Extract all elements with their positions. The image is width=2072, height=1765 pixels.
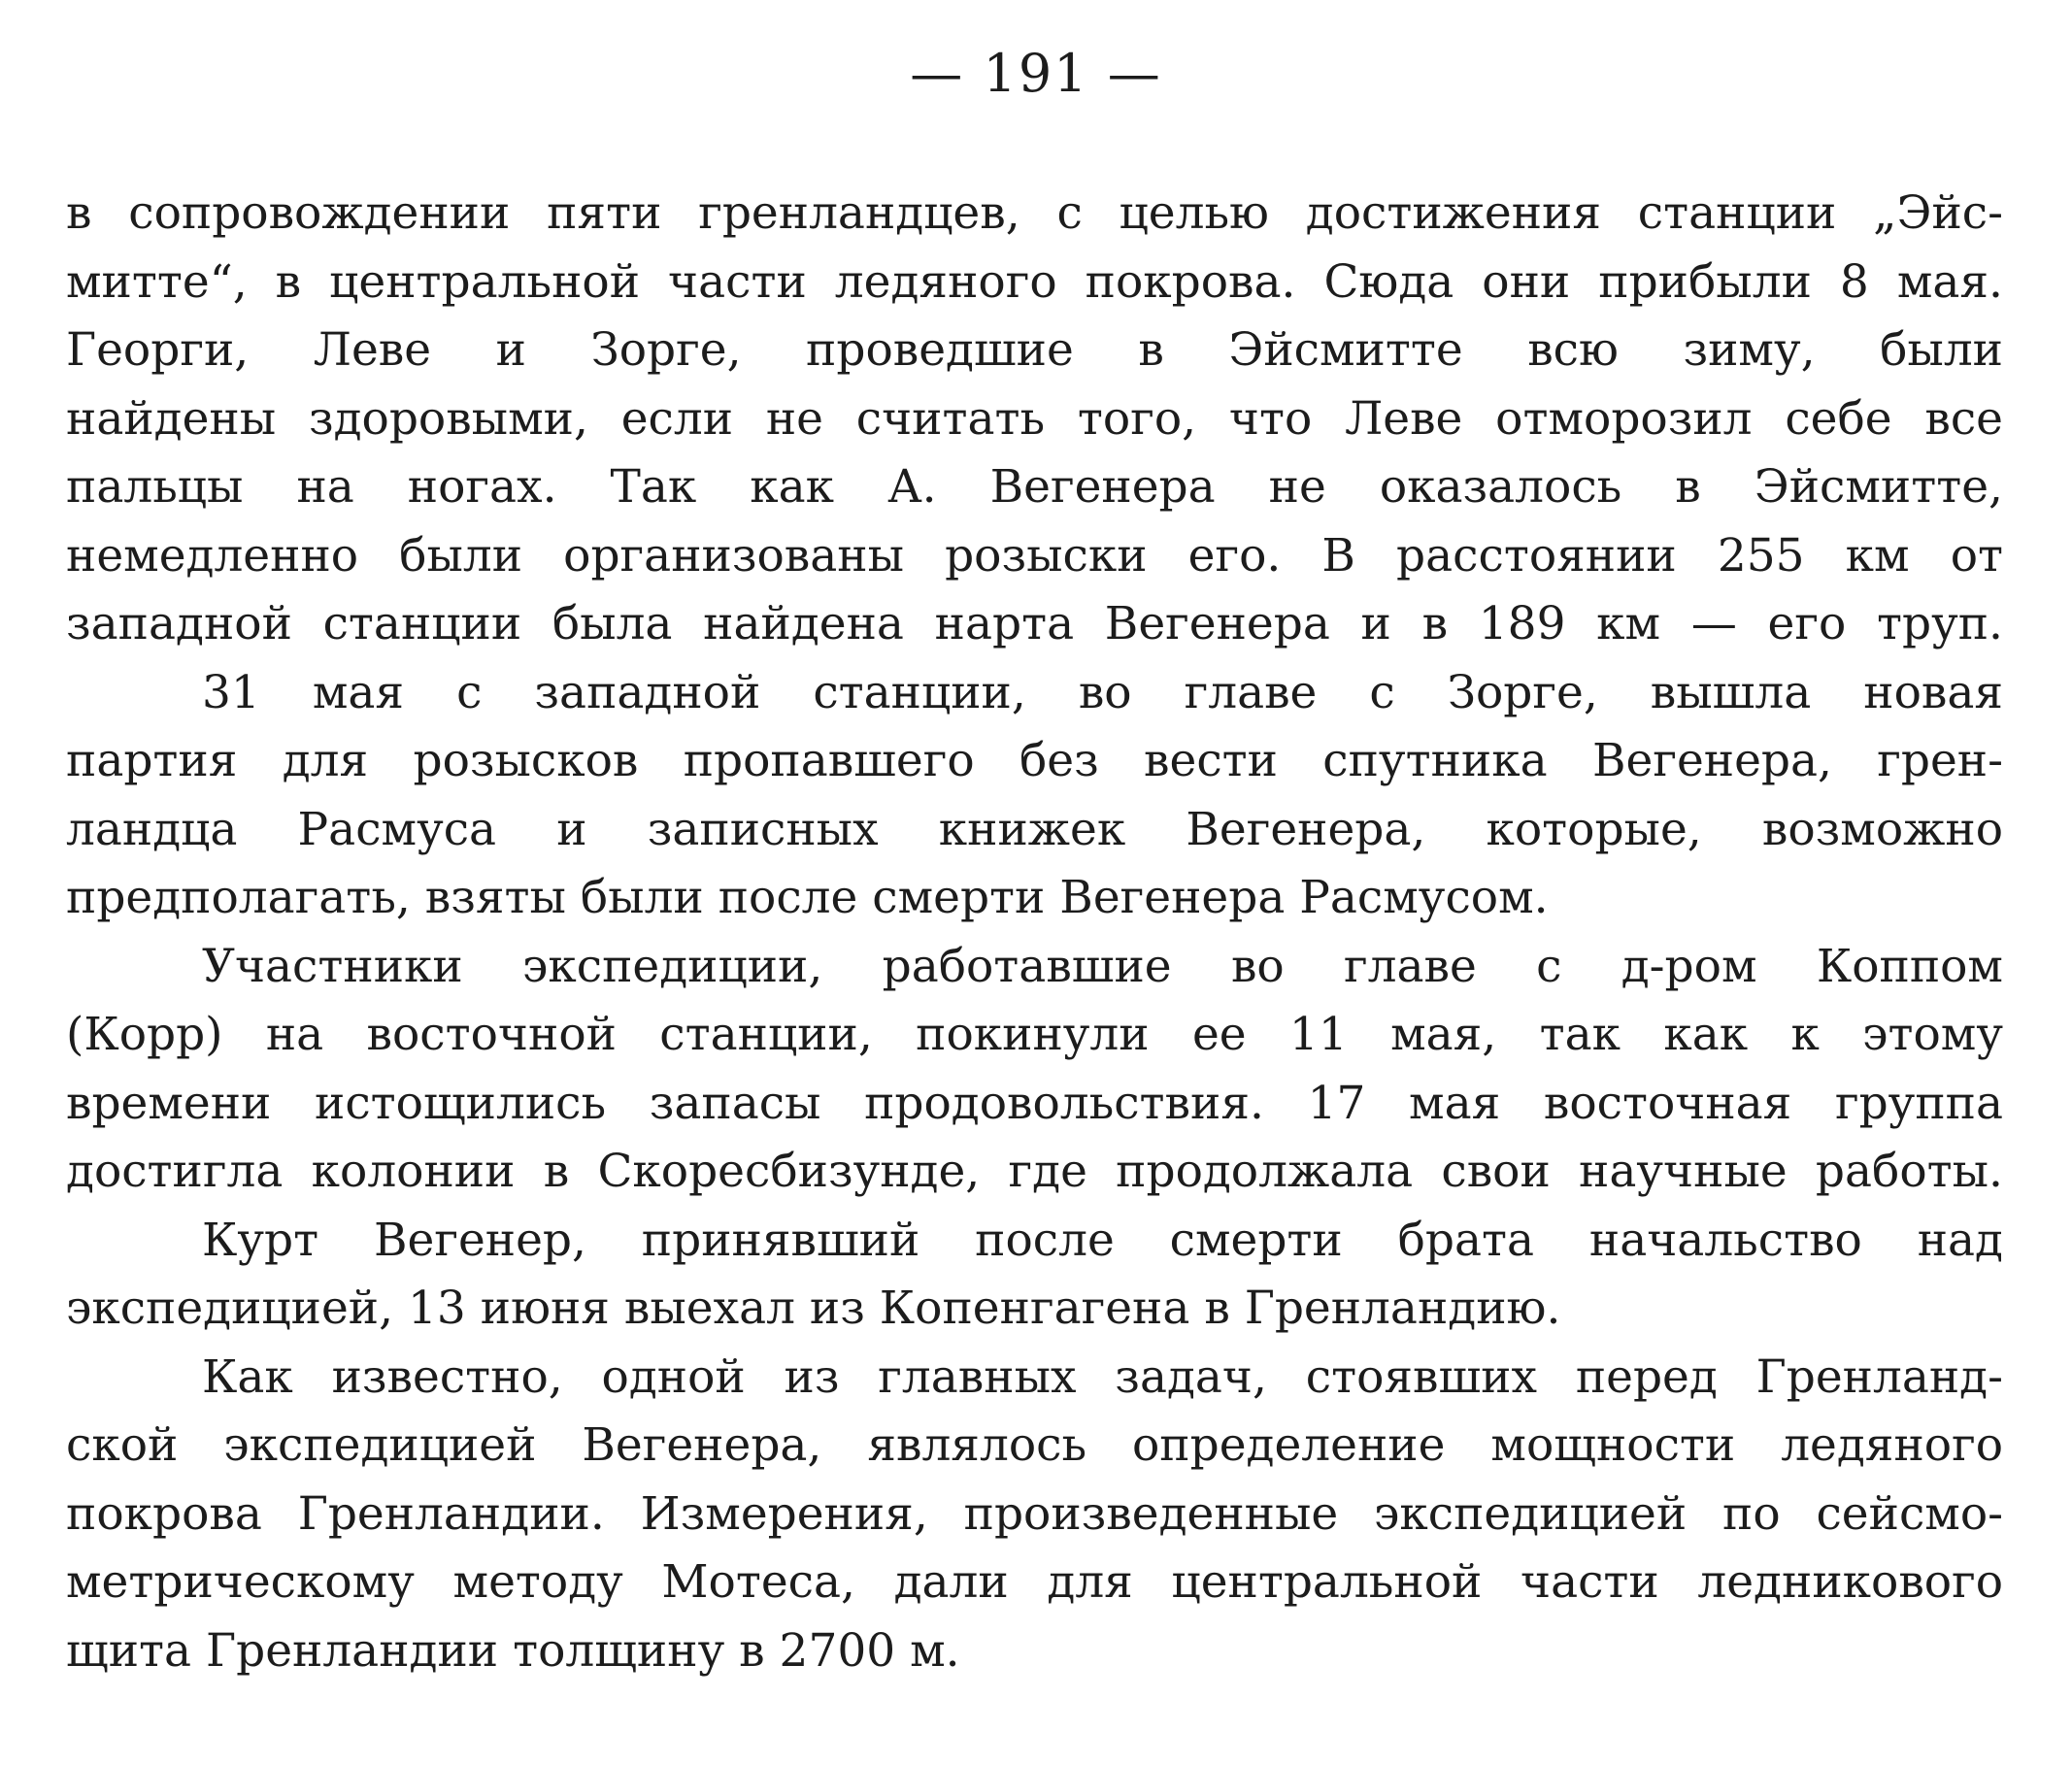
text-line: покрова Гренландии. Измерения, произведенные экспедицией по сейсмо- (66, 1486, 2003, 1541)
text-line: метрическому методу Мотеса, дали для центральной части ледникового (66, 1555, 2003, 1609)
paragraph-first-line: Участники экспедиции, работавшие во главе с д-ром Коппом (202, 939, 2003, 993)
text-line: ской экспедицией Вегенера, являлось определение мощности ледяного (66, 1418, 2003, 1472)
body-text (66, 180, 2003, 1685)
paragraph-first-line: Курт Вегенер, принявший после смерти брата начальство над (202, 1213, 2003, 1267)
text-line: (Корр) на восточной станции, покинули ее 11 мая, так как к этому (66, 1008, 2003, 1061)
text-line: щита Гренландии толщину в 2700 м. (66, 1623, 960, 1678)
text-line: экспедицией, 13 июня выехал из Копенгагена в Гренландию. (66, 1282, 1561, 1335)
text-line: предполагать, взяты были после смерти Вегенера Расмусом. (66, 871, 1549, 924)
text-line: западной станции была найдена нарта Вегенера и в 189 км — его труп. (66, 597, 2003, 650)
paragraph-first-line: Как известно, одной из главных задач, стоявших перед Гренланд- (202, 1349, 2003, 1404)
page-number: — 191 — (910, 43, 1162, 104)
text-line: партия для розысков пропавшего без вести спутника Вегенера, грен- (66, 734, 2003, 787)
text-line: немедленно были организованы розыски его. В расстоянии 255 км от (66, 528, 2003, 583)
paragraph-first-line: 31 мая с западной станции, во главе с Зорге, вышла новая (202, 665, 2003, 719)
text-line: митте“, в центральной части ледяного покрова. Сюда они прибыли 8 мая. (66, 254, 2003, 309)
text-line: времени истощились запасы продовольствия. 17 мая восточная группа (66, 1076, 2003, 1130)
text-line: в сопровождении пяти гренландцев, с целью достижения станции „Эйс- (66, 186, 2003, 240)
text-line: ландца Расмуса и записных книжек Вегенера, которые, возможно (66, 802, 2003, 856)
text-line: найдены здоровыми, если не считать того, что Леве отморозил себе все (66, 391, 2003, 446)
text-line: достигла колонии в Скоресбизунде, где продолжала свои научные работы. (66, 1145, 2003, 1198)
text-line: Георги, Леве и Зорге, проведшие в Эйсмитте всю зиму, были (66, 323, 2003, 377)
text-line: пальцы на ногах. Так как А. Вегенера не оказалось в Эйсмитте, (66, 460, 2003, 514)
